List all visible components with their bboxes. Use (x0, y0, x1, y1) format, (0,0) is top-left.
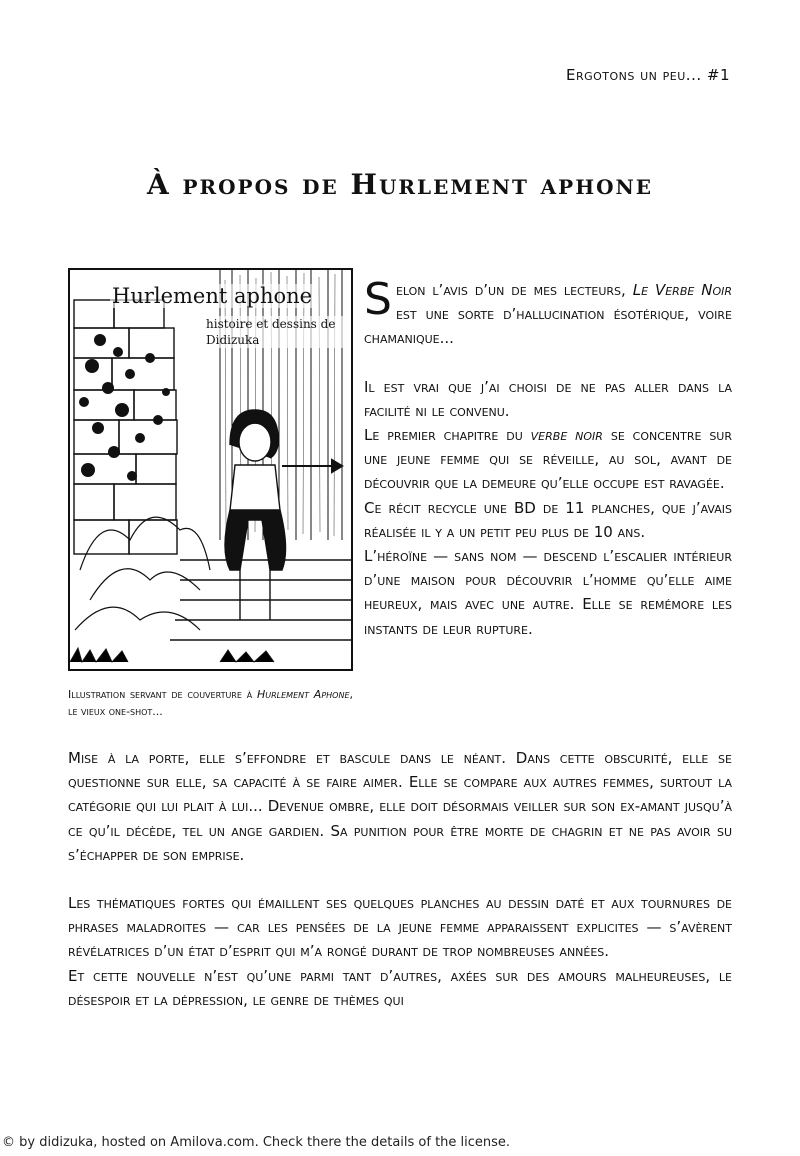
cover-illustration (68, 268, 353, 671)
page-title: À propos de Hurlement aphone (146, 168, 654, 201)
work-title: Le Verbe Noir (632, 281, 732, 299)
work-title: verbe noir (530, 426, 603, 445)
license-footer: © by didizuka, hosted on Amilova.com. Check there the details of the license. (2, 1135, 511, 1150)
paragraph-text: Le premier chapitre du (364, 426, 531, 445)
caption-prefix: Illustration servant de couverture à (68, 688, 253, 701)
column-text (364, 274, 732, 641)
drop-cap: S (364, 274, 392, 325)
caption-work-title: Hurlement Aphone (256, 688, 350, 701)
paragraph: Les thématiques fortes qui émaillent ses quelques planches au dessin daté et aux tournures de phrases maladroites — car les pensées de la jeune femme apparaissent explicites — s’avèrent révélatrices d’un état d’esprit qui m’a rongé durant de trop nombreuses années. (68, 894, 732, 961)
paragraph (364, 423, 732, 496)
paragraph-text: se concentre sur une jeune femme qui se réveille, au sol, avant de découvrir que la demeure qu’elle occupe est ravagée. (364, 426, 732, 493)
paragraph-text: est une sorte d’hallucination ésotérique, voire chamanique... (364, 305, 732, 348)
cover-subtitle: histoire et dessins de Didizuka (206, 316, 346, 348)
figure-caption (68, 686, 353, 720)
caption-suffix: , le vieux one-shot... (68, 688, 353, 718)
paragraph: Il est vrai que j’ai choisi de ne pas aller dans la facilité ni le convenu. (364, 377, 732, 420)
cover-title: Hurlement aphone (112, 284, 313, 308)
paragraph: L’héroïne — sans nom — descend l’escalier intérieur d’une maison pour découvrir l’homme qu’elle aime heureux, mais avec une autre. Elle se remémore les instants de leur rupture. (364, 547, 732, 638)
body-text (68, 746, 732, 1012)
paragraph-text: elon l’avis d’un de mes lecteurs, (395, 281, 633, 299)
paragraph: Mise à la porte, elle s’effondre et bascule dans le néant. Dans cette obscurité, elle se questionne sur elle, sa capacité à se faire aimer. Elle se compare aux autres femmes, surtout la catégorie qui lui plait à lui... Devenue ombre, elle doit désormais veiller sur son ex-amant jusqu’à ce qu’il décède, tel un ange gardien. Sa punition pour être morte de chagrin et ne pas avoir su s’échapper de son emprise. (68, 749, 732, 864)
paragraph: Et cette nouvelle n’est qu’une parmi tant d’autres, axées sur des amours malheureuses, le désespoir et la dépression, le genre de thèmes qui (68, 966, 732, 1009)
paragraph (364, 274, 732, 351)
paragraph: Ce récit recycle une BD de 11 planches, que j’avais réalisée il y a un petit peu plus de 10 ans. (364, 498, 732, 541)
running-head: Ergotons un peu... #1 (565, 66, 730, 84)
